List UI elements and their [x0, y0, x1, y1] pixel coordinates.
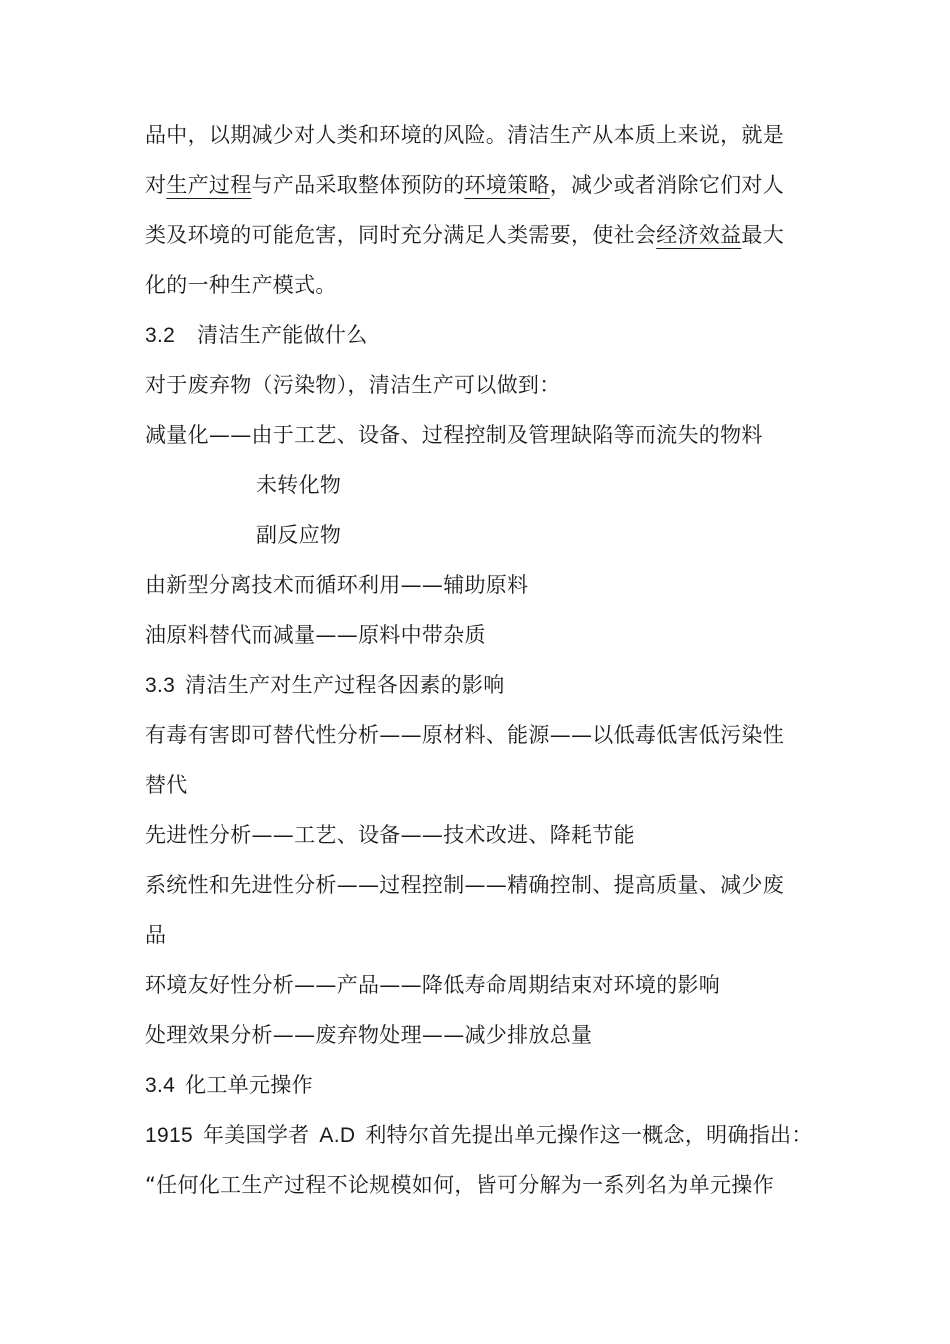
- paragraph-line: [145, 270, 337, 300]
- paragraph-line: [145, 770, 188, 800]
- underlined-term-economic-benefit[interactable]: 经济效益: [656, 223, 742, 247]
- paragraph-line: [145, 870, 784, 900]
- text: 最大: [741, 223, 785, 247]
- text: 系统性和先进性分析——过程控制——精确控制、提高质量、减少废: [145, 873, 784, 897]
- text: 利特尔首先提出单元操作这一概念，明确指出：: [365, 1123, 813, 1147]
- section-title: 清洁生产对生产过程各因素的影响: [185, 673, 505, 697]
- paragraph-line: [145, 920, 166, 950]
- year: 1915: [145, 1124, 193, 1147]
- section-title: 清洁生产能做什么: [197, 323, 368, 347]
- paragraph-line: [145, 820, 635, 850]
- list-item: [256, 520, 341, 550]
- text: 对: [145, 173, 167, 197]
- section-heading: [145, 670, 505, 701]
- text: 油原料替代而减量——原料中带杂质: [145, 623, 486, 647]
- section-number: 3.2: [145, 324, 176, 347]
- text: 品: [145, 923, 167, 947]
- text: 有毒有害即可替代性分析——原材料、能源——以低毒低害低污染性: [145, 723, 784, 747]
- text: ，减少或者消除它们对人: [549, 173, 785, 197]
- list-item: [145, 620, 486, 650]
- list-item: [145, 420, 763, 450]
- text: 环境友好性分析——产品——降低寿命周期结束对环境的影响: [145, 973, 721, 997]
- section-number: 3.4: [145, 1074, 176, 1097]
- section-title: 化工单元操作: [185, 1073, 313, 1097]
- paragraph-line: [145, 1170, 774, 1200]
- underlined-term-environmental-strategy[interactable]: 环境策略: [464, 173, 550, 197]
- text: 由新型分离技术而循环利用——辅助原料: [145, 573, 529, 597]
- paragraph-line: [145, 220, 784, 250]
- list-item: [145, 570, 528, 600]
- paragraph-line: [145, 370, 561, 400]
- text: 替代: [145, 773, 188, 797]
- section-heading: [145, 1070, 313, 1101]
- section-heading: [145, 320, 368, 351]
- text: 对于废弃物（污染物），清洁生产可以做到：: [145, 373, 561, 397]
- paragraph-line: [145, 120, 784, 150]
- text: 品中，以期减少对人类和环境的风险。清洁生产从本质上来说，就是: [145, 123, 784, 147]
- paragraph-line: [145, 1120, 813, 1151]
- text: 年美国学者: [202, 1123, 310, 1147]
- text: 副反应物: [256, 523, 342, 547]
- paragraph-line: [145, 720, 784, 750]
- text: 类及环境的可能危害，同时充分满足人类需要，使社会: [145, 223, 657, 247]
- text: “任何化工生产过程不论规模如何，皆可分解为一系列名为单元操作: [145, 1173, 774, 1197]
- paragraph-line: [145, 1020, 592, 1050]
- text: 与产品采取整体预防的: [251, 173, 465, 197]
- text: 化的一种生产模式。: [145, 273, 337, 297]
- text: 减量化——由于工艺、设备、过程控制及管理缺陷等而流失的物料: [145, 423, 763, 447]
- paragraph-line: [145, 970, 720, 1000]
- underlined-term-production-process[interactable]: 生产过程: [166, 173, 252, 197]
- person-name: A.D: [319, 1124, 356, 1147]
- list-item: [256, 470, 341, 500]
- section-number: 3.3: [145, 674, 176, 697]
- paragraph-line: [145, 170, 784, 200]
- text: 处理效果分析——废弃物处理——减少排放总量: [145, 1023, 593, 1047]
- text: 未转化物: [256, 473, 342, 497]
- text: 先进性分析——工艺、设备——技术改进、降耗节能: [145, 823, 635, 847]
